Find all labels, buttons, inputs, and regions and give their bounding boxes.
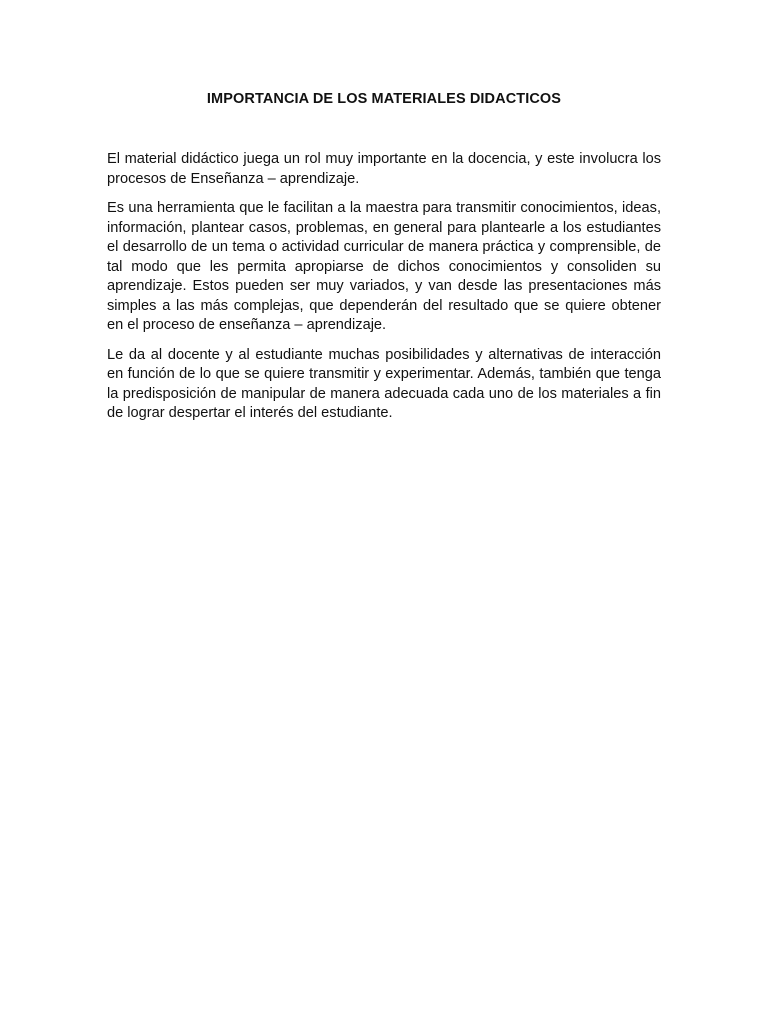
paragraph-tool: Es una herramienta que le facilitan a la maestra para transmitir conocimientos, ideas, información, plantear casos, problemas, en general para plantearle a los estudiantes el desarrollo de un tema o actividad curricular de manera práctica y comprensible, de tal modo que les permita apropiarse de dichos conocimientos y consoliden su aprendizaje. Estos pueden ser muy variados, y van desde las presentaciones más simples a las más complejas, que dependerán del resultado que se quiere obtener en el proceso de enseñanza – aprendizaje. — [107, 200, 661, 333]
document-title: IMPORTANCIA DE LOS MATERIALES DIDACTICOS — [206, 91, 562, 107]
document-body — [107, 150, 661, 434]
paragraph-interaction: Le da al docente y al estudiante muchas posibilidades y alternativas de interacción en función de lo que se quiere transmitir y experimentar. Además, también que tenga la predisposición de manipular de manera adecuada cada uno de los materiales a fin de lograr despertar el interés del estudiante. — [107, 346, 661, 421]
paragraph-intro: El material didáctico juega un rol muy importante en la docencia, y este involucra los procesos de Enseñanza – aprendizaje. — [107, 151, 661, 187]
